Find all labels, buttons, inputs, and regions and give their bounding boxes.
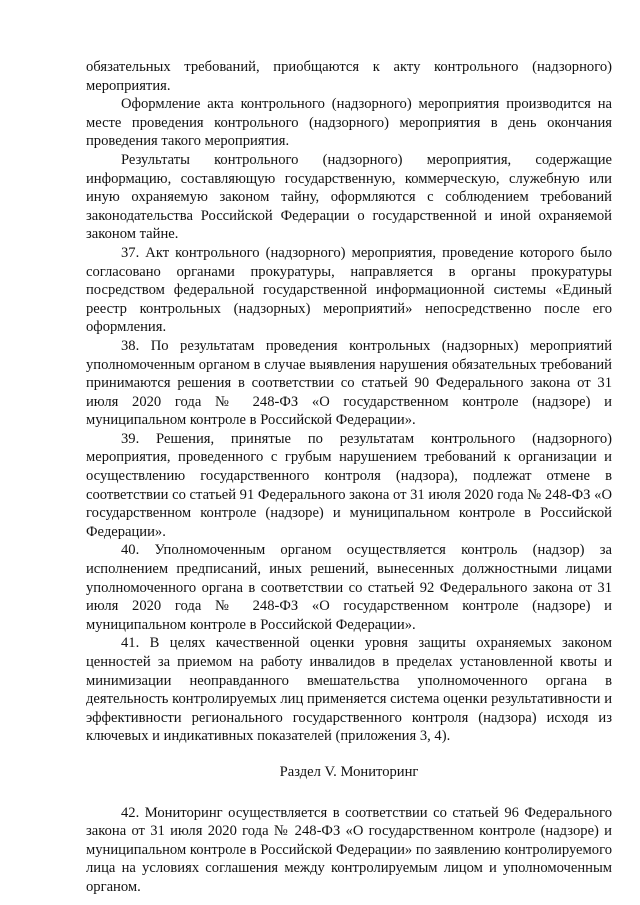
- paragraph-secret-results: Результаты контрольного (надзорного) мероприятия, содержащие информацию, составляющую государственную, коммерческую, служебную или иную охраняемую законом тайну, оформляются с соблюдением требований законодательства Российской Федерации о государственной и иной охраняемой законом тайне.: [86, 151, 612, 243]
- paragraph-39: 39. Решения, принятые по результатам контрольного (надзорного) мероприятия, проведенного с грубым нарушением требований к организации и осуществлению государственного контроля (надзора), подлежат отмене в соответствии со статьей 91 Федерального закона от 31 июля 2020 года № 248-ФЗ «О государственном контроле (надзоре) и муниципальном контроле в Российской Федерации».: [86, 430, 612, 540]
- section-heading: Раздел V. Мониторинг: [279, 763, 419, 780]
- paragraph-38: 38. По результатам проведения контрольных (надзорных) мероприятий уполномоченным органом в случае выявления нарушения обязательных требований принимаются решения в соответствии со статьей 90 Федерального закона от 31 июля 2020 года № 248-ФЗ «О государственном контроле (надзоре) и муниципальном контроле в Российской Федерации».: [86, 337, 612, 429]
- paragraph-act-registration: Оформление акта контрольного (надзорного) мероприятия производится на месте проведения контрольного (надзорного) мероприятия в день окончания проведения такого мероприятия.: [86, 96, 612, 150]
- paragraph-continuation: обязательных требований, приобщаются к акту контрольного (надзорного) мероприятия.: [86, 59, 612, 94]
- document-page: [86, 58, 612, 897]
- paragraph-37: 37. Акт контрольного (надзорного) мероприятия, проведение которого было согласовано органами прокуратуры, направляется в органы прокуратуры посредством федеральной государственной информационной системы «Единый реестр контрольных (надзорных) мероприятий» непосредственно после его оформления.: [86, 244, 612, 336]
- paragraph-42: 42. Мониторинг осуществляется в соответствии со статьей 96 Федерального закона от 31 июля 2020 года № 248-ФЗ «О государственном контроле (надзоре) и муниципальном контроле в Российской Федерации» по заявлению контролируемого лица на условиях соглашения между контролируемым лицом и уполномоченным органом.: [86, 804, 612, 895]
- paragraph-40: 40. Уполномоченным органом осуществляется контроль (надзор) за исполнением предписаний, иных решений, вынесенных должностными лицами уполномоченного органа в соответствии со статьей 92 Федерального закона от 31 июля 2020 года № 248-ФЗ «О государственном контроле (надзоре) и муниципальном контроле в Российской Федерации».: [86, 542, 612, 633]
- paragraph-41: 41. В целях качественной оценки уровня защиты охраняемых законом ценностей за приемом на работу инвалидов в пределах установленной квоты и минимизации неоправданного вмешательства уполномоченного органа в деятельность контролируемых лиц применяется система оценки результативности и эффективности регионального государственного контроля (надзора) исходя из ключевых и индикативных показателей (приложения 3, 4).: [86, 635, 612, 745]
